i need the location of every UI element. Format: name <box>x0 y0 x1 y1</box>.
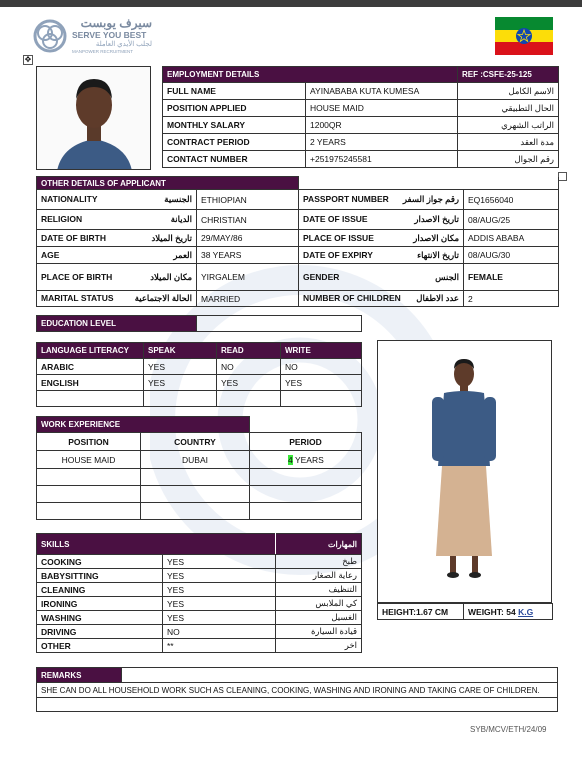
skill-ironing-arabic: كي الملابس <box>276 597 362 611</box>
arabic-speak: YES <box>144 359 217 375</box>
monthly-salary-label: MONTHLY SALARY <box>163 117 306 134</box>
table-row <box>37 451 362 469</box>
other-details-table <box>36 176 559 307</box>
education-level-table <box>36 315 362 332</box>
contract-period-label: CONTRACT PERIOD <box>163 134 306 151</box>
weight-value: WEIGHT: 54 <box>468 606 519 617</box>
logo-sub-english: MANPOWER RECRUITMENT <box>72 49 133 54</box>
place-of-issue-label: PLACE OF ISSUE <box>303 232 374 243</box>
passport-number-value: EQ1656040 <box>464 190 559 210</box>
table-resize-handle[interactable] <box>558 172 567 181</box>
number-of-children-label: NUMBER OF CHILDREN <box>303 293 401 303</box>
marital-status-arabic: الحالة الاجتماعية <box>134 293 192 303</box>
gender-label: GENDER <box>303 271 340 282</box>
full-name-arabic: الاسم الكامل <box>458 83 559 100</box>
remarks-table <box>36 667 558 712</box>
work-country: DUBAI <box>141 451 250 469</box>
place-of-birth-value: YIRGALEM <box>197 264 299 291</box>
skill-ironing-value: YES <box>163 597 276 611</box>
number-of-children-arabic: عدد الاطفال <box>416 293 460 303</box>
place-of-birth-label: PLACE OF BIRTH <box>41 271 113 282</box>
english-write: YES <box>281 375 362 391</box>
position-column-header: POSITION <box>37 433 141 451</box>
language-arabic: ARABIC <box>37 359 144 375</box>
skills-table <box>36 533 362 653</box>
skill-washing: WASHING <box>37 611 163 625</box>
contact-number-label: CONTACT NUMBER <box>163 151 306 168</box>
skills-header: SKILLS <box>37 534 276 555</box>
marital-status-label: MARITAL STATUS <box>41 293 114 303</box>
logo-sub-arabic: لجلب الأيدي العاملة <box>95 41 152 48</box>
position-applied-label: POSITION APPLIED <box>163 100 306 117</box>
skill-other-arabic: اخر <box>276 639 362 653</box>
position-applied-arabic: الحال التطبيقي <box>458 100 559 117</box>
logo-mark-icon <box>32 18 68 54</box>
work-experience-table <box>36 416 362 520</box>
employment-details-header: EMPLOYMENT DETAILS <box>163 67 458 83</box>
skill-cooking-arabic: طبخ <box>276 555 362 569</box>
contact-number-value: +251975245581 <box>306 151 458 168</box>
skill-washing-value: YES <box>163 611 276 625</box>
country-column-header: COUNTRY <box>141 433 250 451</box>
full-name-value: AYINABABA KUTA KUMESA <box>306 83 458 100</box>
religion-value: CHRISTIAN <box>197 210 299 230</box>
date-of-issue-arabic: تاريخ الاصدار <box>414 214 460 224</box>
marital-status-value: MARRIED <box>197 291 299 307</box>
religion-label: RELIGION <box>41 214 83 224</box>
work-period-number: 4 <box>288 454 293 465</box>
other-details-header: OTHER DETAILS OF APPLICANT <box>37 177 299 190</box>
ethiopia-flag-icon <box>495 17 553 55</box>
date-of-issue-value: 08/AUG/25 <box>464 210 559 230</box>
employment-details-table <box>162 66 559 168</box>
skill-other: OTHER <box>37 639 163 653</box>
place-of-issue-arabic: مكان الاصدار <box>413 232 460 243</box>
skill-cooking: COOKING <box>37 555 163 569</box>
monthly-salary-arabic: الراتب الشهري <box>458 117 559 134</box>
remarks-text: SHE CAN DO ALL HOUSEHOLD WORK SUCH AS CLEANING, COOKING, WASHING AND IRONING AND TAKING CARE OF CHILDREN. <box>37 683 558 698</box>
skill-washing-arabic: الغسيل <box>276 611 362 625</box>
skill-cleaning-value: YES <box>163 583 276 597</box>
arabic-write: NO <box>281 359 362 375</box>
height-value: HEIGHT:1.67 CM <box>378 604 464 620</box>
skills-header-arabic: المهارات <box>276 534 362 555</box>
place-of-birth-arabic: مكان الميلاد <box>150 271 192 282</box>
skill-driving: DRIVING <box>37 625 163 639</box>
skill-ironing: IRONING <box>37 597 163 611</box>
date-of-birth-label: DATE OF BIRTH <box>41 232 107 243</box>
portrait-photo <box>36 66 151 170</box>
read-header: READ <box>217 343 281 359</box>
place-of-issue-value: ADDIS ABABA <box>464 230 559 247</box>
skill-cleaning: CLEANING <box>37 583 163 597</box>
english-read: YES <box>217 375 281 391</box>
skill-cooking-value: YES <box>163 555 276 569</box>
document-code: SYB/MCV/ETH/24/09 <box>470 725 547 734</box>
nationality-value: ETHIOPIAN <box>197 190 299 210</box>
speak-header: SPEAK <box>144 343 217 359</box>
work-period-unit: YEARS <box>292 454 324 465</box>
date-of-expiry-label: DATE OF EXPIRY <box>303 249 373 260</box>
weight-unit: K.G <box>518 606 534 617</box>
date-of-birth-value: 29/MAY/86 <box>197 230 299 247</box>
skill-other-value: ** <box>163 639 276 653</box>
skill-cleaning-arabic: التنظيف <box>276 583 362 597</box>
reference-number: REF :CSFE-25-125 <box>458 67 559 83</box>
top-bar <box>0 0 582 7</box>
language-literacy-table <box>36 342 362 407</box>
full-name-label: FULL NAME <box>163 83 306 100</box>
age-label: AGE <box>41 249 60 260</box>
passport-number-arabic: رقم جواز السفر <box>402 194 460 204</box>
skill-driving-arabic: قيادة السيارة <box>276 625 362 639</box>
contract-period-value: 2 YEARS <box>306 134 458 151</box>
nationality-arabic: الجنسية <box>164 194 192 204</box>
skill-babysitting: BABYSITTING <box>37 569 163 583</box>
skill-driving-value: NO <box>163 625 276 639</box>
number-of-children-value: 2 <box>464 291 559 307</box>
arabic-read: NO <box>217 359 281 375</box>
position-applied-value: HOUSE MAID <box>306 100 458 117</box>
write-header: WRITE <box>281 343 362 359</box>
remarks-header: REMARKS <box>37 668 122 683</box>
logo-arabic: سيرف يوبست <box>80 16 152 30</box>
education-level-header: EDUCATION LEVEL <box>37 316 197 332</box>
gender-value: FEMALE <box>464 264 559 291</box>
period-column-header: PERIOD <box>250 433 362 451</box>
religion-arabic: الديانة <box>170 214 192 224</box>
language-literacy-header: LANGUAGE LITERACY <box>37 343 144 359</box>
contract-period-arabic: مدة العقد <box>458 134 559 151</box>
work-position: HOUSE MAID <box>37 451 141 469</box>
logo-english: SERVE YOU BEST <box>72 30 147 40</box>
monthly-salary-value: 1200QR <box>306 117 458 134</box>
company-logo <box>32 16 152 58</box>
education-level-value <box>197 316 362 332</box>
work-experience-header: WORK EXPERIENCE <box>37 417 250 433</box>
skill-babysitting-arabic: رعاية الصغار <box>276 569 362 583</box>
skill-babysitting-value: YES <box>163 569 276 583</box>
date-of-issue-label: DATE OF ISSUE <box>303 214 368 224</box>
date-of-birth-arabic: تاريخ الميلاد <box>151 232 192 243</box>
nationality-label: NATIONALITY <box>41 194 98 204</box>
gender-arabic: الجنس <box>435 271 460 282</box>
contact-number-arabic: رقم الجوال <box>458 151 559 168</box>
english-speak: YES <box>144 375 217 391</box>
age-value: 38 YEARS <box>197 247 299 264</box>
table-move-handle-icon[interactable]: ✥ <box>24 55 32 64</box>
age-arabic: العمر <box>173 249 192 260</box>
date-of-expiry-arabic: تاريخ الانتهاء <box>417 249 460 260</box>
language-english: ENGLISH <box>37 375 144 391</box>
measurements-table <box>377 603 553 620</box>
full-body-photo <box>377 340 552 603</box>
date-of-expiry-value: 08/AUG/30 <box>464 247 559 264</box>
passport-number-label: PASSPORT NUMBER <box>303 194 389 204</box>
